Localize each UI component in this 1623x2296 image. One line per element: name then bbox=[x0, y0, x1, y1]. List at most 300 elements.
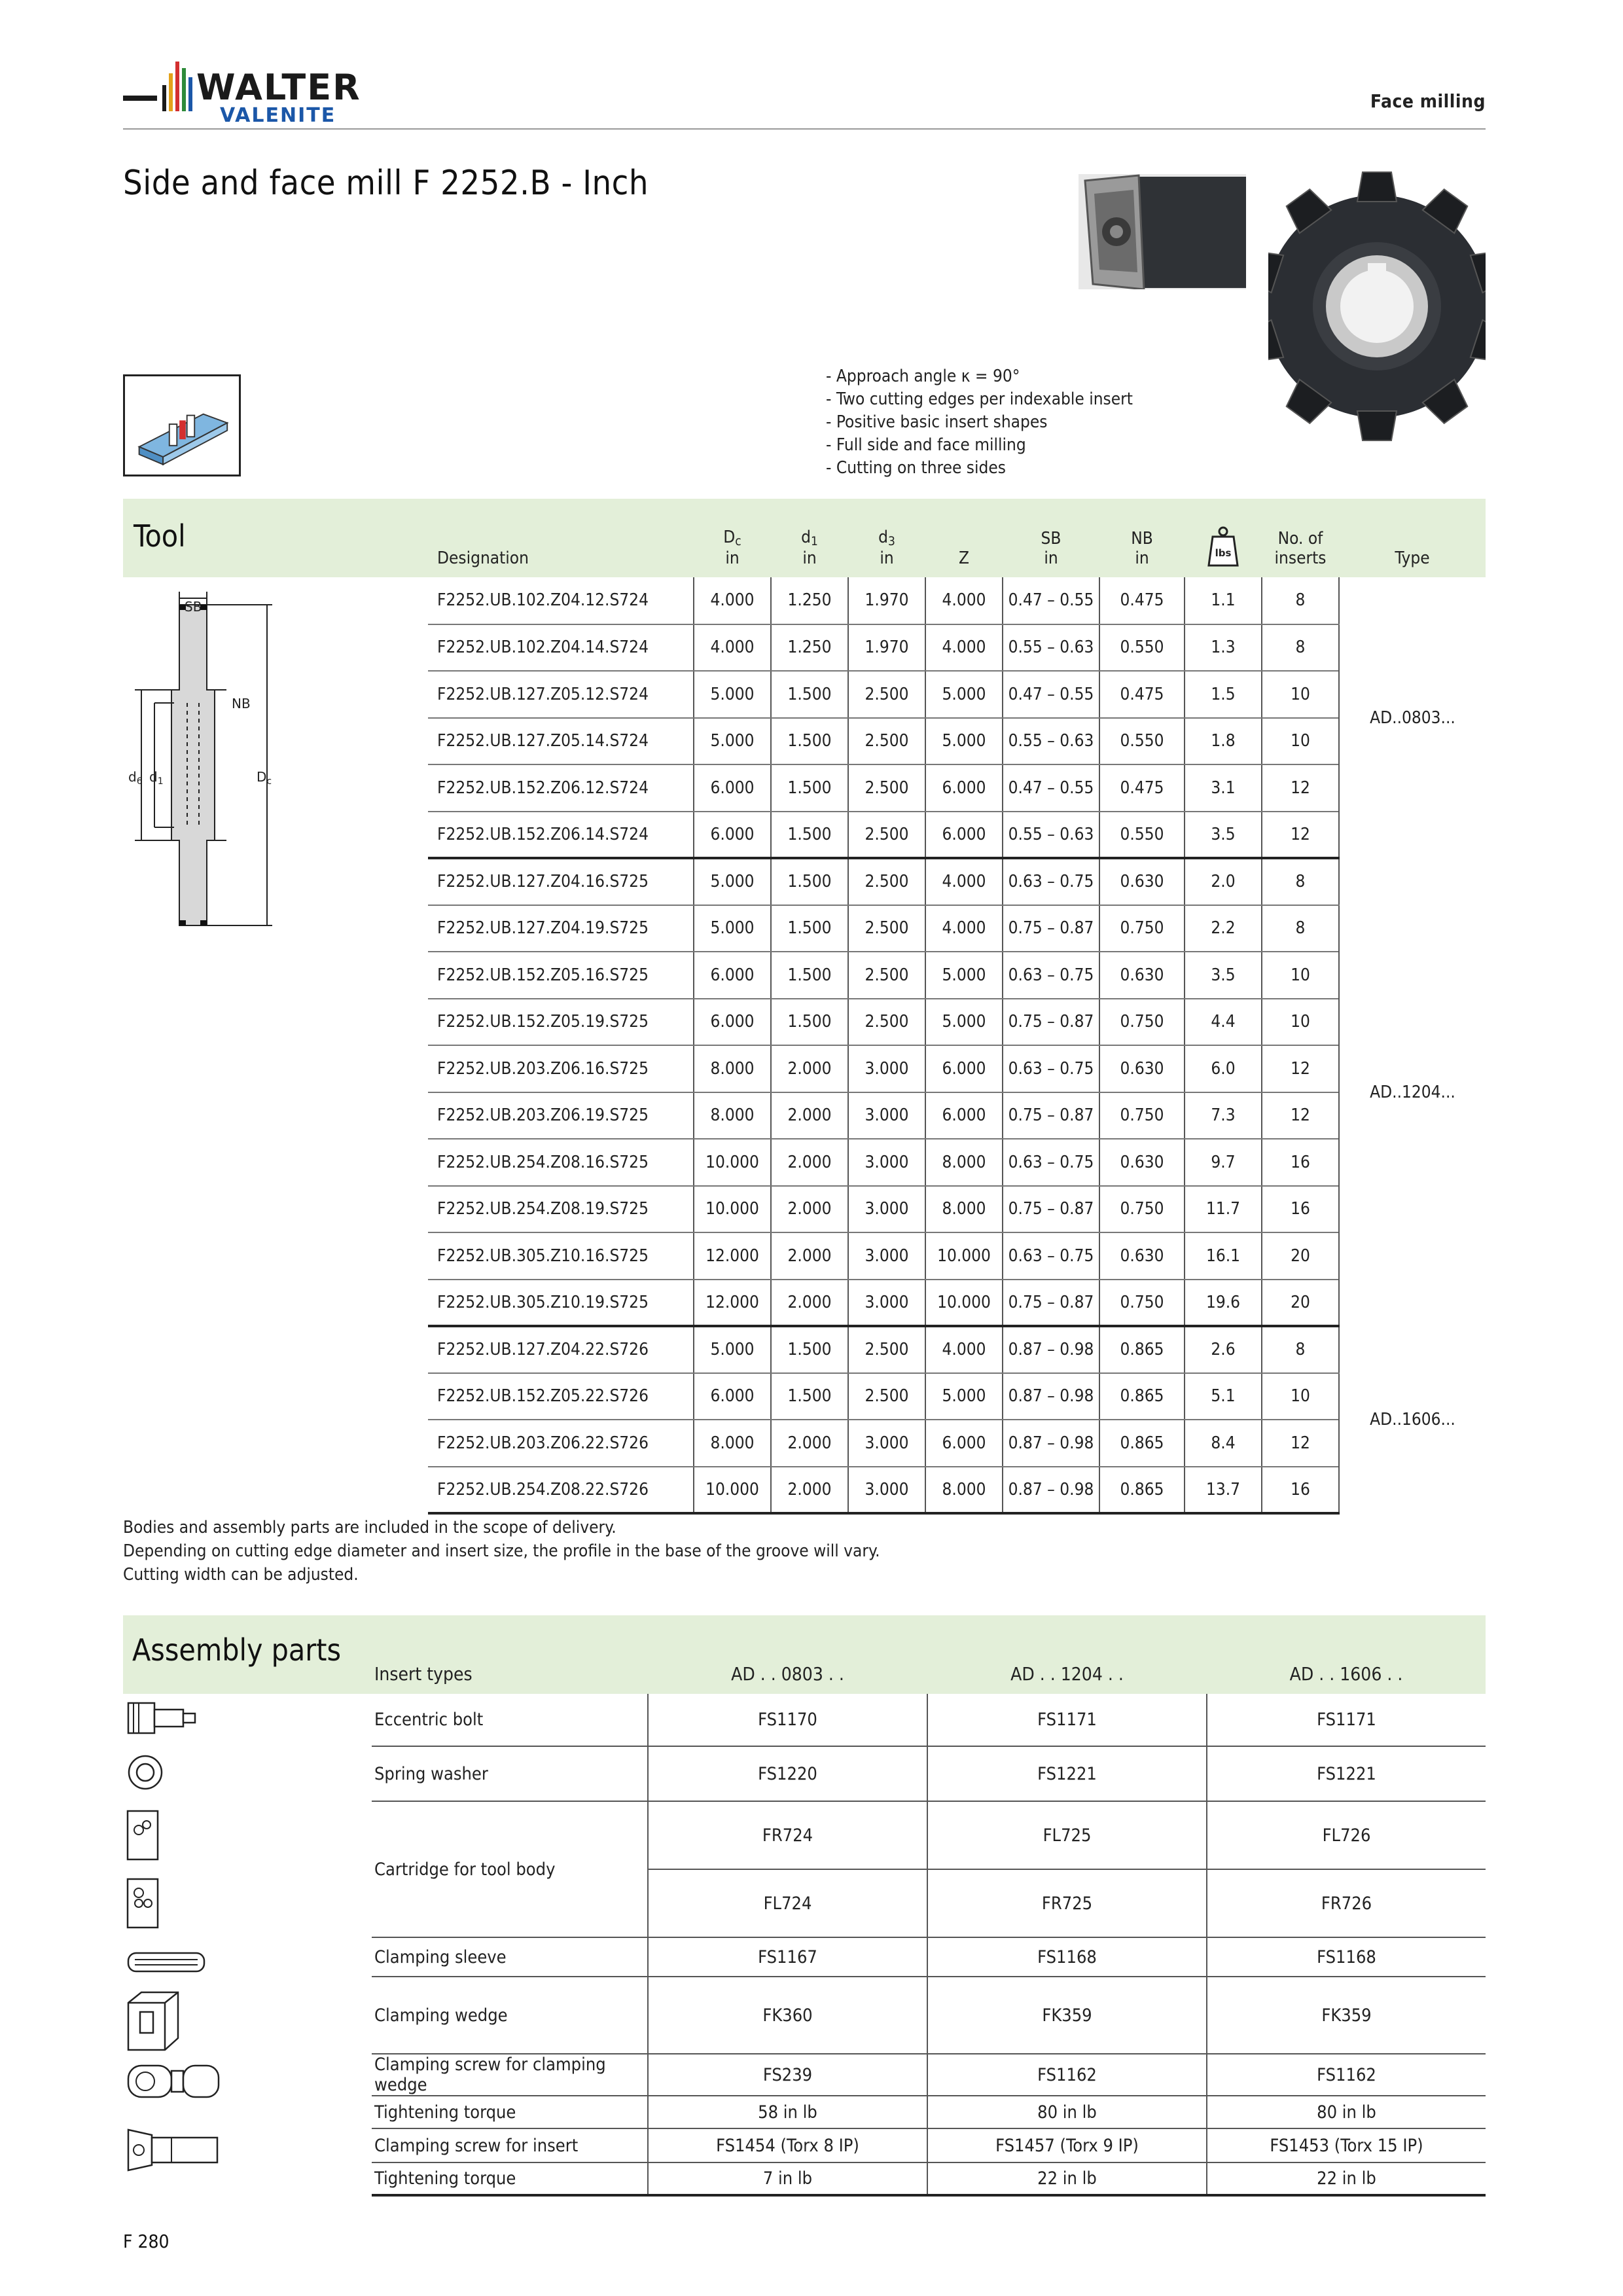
assembly-row bbox=[372, 2128, 1486, 2162]
table-cell: 0.630 bbox=[1099, 1045, 1185, 1092]
table-cell: 5.000 bbox=[925, 1373, 1003, 1420]
col-insert-types: Insert types bbox=[374, 1663, 473, 1685]
part-number-cell: FS1167 bbox=[648, 1937, 927, 1977]
table-cell: 11.7 bbox=[1185, 1186, 1262, 1233]
part-number-cell: FS1170 bbox=[648, 1694, 927, 1746]
table-row bbox=[428, 1280, 1486, 1327]
table-cell: 0.750 bbox=[1099, 1092, 1185, 1139]
table-cell: 3.000 bbox=[848, 1420, 925, 1467]
table-cell: 2.000 bbox=[771, 1045, 848, 1092]
table-cell: 4.000 bbox=[925, 858, 1003, 905]
table-row bbox=[428, 1373, 1486, 1420]
table-cell: 0.475 bbox=[1099, 671, 1185, 718]
drawing-label-d1: d bbox=[149, 769, 158, 785]
table-cell: 1.500 bbox=[771, 999, 848, 1046]
table-cell: 1.5 bbox=[1185, 671, 1262, 718]
table-row bbox=[428, 764, 1486, 812]
table-cell: 16 bbox=[1262, 1186, 1339, 1233]
table-cell: 8.4 bbox=[1185, 1420, 1262, 1467]
table-cell: 3.000 bbox=[848, 1186, 925, 1233]
table-cell: 0.75 – 0.87 bbox=[1003, 999, 1099, 1046]
table-cell: 5.000 bbox=[694, 671, 771, 718]
table-cell: 2.500 bbox=[848, 764, 925, 812]
assembly-row bbox=[372, 1746, 1486, 1801]
table-cell: 13.7 bbox=[1185, 1467, 1262, 1514]
table-cell: 12 bbox=[1262, 1092, 1339, 1139]
drawing-label-sb: SB bbox=[185, 599, 202, 615]
table-cell: 2.500 bbox=[848, 1373, 925, 1420]
table-cell: 4.000 bbox=[925, 577, 1003, 624]
clamping-screw-insert-icon bbox=[126, 2127, 221, 2173]
part-number-cell: FS1168 bbox=[1207, 1937, 1486, 1977]
table-cell: 16 bbox=[1262, 1139, 1339, 1186]
header-rule bbox=[123, 128, 1486, 130]
table-cell: 10 bbox=[1262, 718, 1339, 765]
insert-type-cell: AD..0803... bbox=[1339, 577, 1486, 858]
table-cell: 0.55 – 0.63 bbox=[1003, 718, 1099, 765]
table-cell: 0.630 bbox=[1099, 1139, 1185, 1186]
section-label: Face milling bbox=[1370, 90, 1486, 112]
part-number-cell: FS239 bbox=[648, 2054, 927, 2096]
table-cell: 1.8 bbox=[1185, 718, 1262, 765]
table-cell: 2.500 bbox=[848, 999, 925, 1046]
table-cell: 6.000 bbox=[925, 764, 1003, 812]
table-cell: 0.750 bbox=[1099, 905, 1185, 952]
col-dc: $D_c$ in bbox=[723, 528, 741, 568]
designation-cell: F2252.UB.152.Z05.16.S725 bbox=[428, 952, 694, 999]
assembly-row bbox=[372, 2096, 1486, 2128]
table-cell: 5.000 bbox=[925, 952, 1003, 999]
table-cell: 12.000 bbox=[694, 1232, 771, 1280]
part-number-cell: FL726 bbox=[1207, 1801, 1486, 1869]
table-cell: 2.500 bbox=[848, 858, 925, 905]
table-cell: 10.000 bbox=[925, 1280, 1003, 1327]
table-cell: 0.75 – 0.87 bbox=[1003, 905, 1099, 952]
table-cell: 20 bbox=[1262, 1232, 1339, 1280]
table-cell: 0.550 bbox=[1099, 718, 1185, 765]
col-ad1606: AD . . 1606 . . bbox=[1289, 1663, 1403, 1685]
table-cell: 0.47 – 0.55 bbox=[1003, 671, 1099, 718]
feature-item: - Two cutting edges per indexable insert bbox=[826, 389, 1133, 409]
page-title: Side and face mill F 2252.B - Inch bbox=[123, 164, 649, 203]
designation-cell: F2252.UB.305.Z10.19.S725 bbox=[428, 1280, 694, 1327]
svg-text:d1: $d_1$ bbox=[149, 769, 164, 787]
note-line: Cutting width can be adjusted. bbox=[123, 1565, 359, 1585]
feature-item: - Positive basic insert shapes bbox=[826, 412, 1048, 432]
table-cell: 0.865 bbox=[1099, 1467, 1185, 1514]
table-cell: 0.55 – 0.63 bbox=[1003, 812, 1099, 859]
table-cell: 0.865 bbox=[1099, 1326, 1185, 1373]
drawing-label-nb: NB bbox=[232, 696, 251, 711]
designation-cell: F2252.UB.127.Z04.19.S725 bbox=[428, 905, 694, 952]
table-cell: 6.000 bbox=[694, 952, 771, 999]
table-cell: 1.500 bbox=[771, 858, 848, 905]
table-cell: 0.750 bbox=[1099, 999, 1185, 1046]
table-cell: 6.000 bbox=[694, 999, 771, 1046]
table-row bbox=[428, 999, 1486, 1046]
table-cell: 5.1 bbox=[1185, 1373, 1262, 1420]
designation-cell: F2252.UB.152.Z06.12.S724 bbox=[428, 764, 694, 812]
note-line: Depending on cutting edge diameter and insert size, the profile in the base of the groove will vary. bbox=[123, 1541, 880, 1561]
table-cell: 6.000 bbox=[694, 812, 771, 859]
part-number-cell: FL725 bbox=[927, 1801, 1207, 1869]
part-label: Clamping screw for insert bbox=[372, 2128, 648, 2162]
table-row bbox=[428, 812, 1486, 859]
table-cell: 16 bbox=[1262, 1467, 1339, 1514]
table-cell: 2.500 bbox=[848, 671, 925, 718]
table-cell: 0.87 – 0.98 bbox=[1003, 1326, 1099, 1373]
table-row bbox=[428, 1467, 1486, 1514]
table-cell: 2.000 bbox=[771, 1467, 848, 1514]
designation-cell: F2252.UB.127.Z05.12.S724 bbox=[428, 671, 694, 718]
table-cell: 2.000 bbox=[771, 1420, 848, 1467]
table-cell: 4.000 bbox=[694, 577, 771, 624]
part-number-cell: FS1171 bbox=[927, 1694, 1207, 1746]
designation-cell: F2252.UB.254.Z08.16.S725 bbox=[428, 1139, 694, 1186]
designation-cell: F2252.UB.203.Z06.22.S726 bbox=[428, 1420, 694, 1467]
table-cell: 1.970 bbox=[848, 624, 925, 672]
col-designation: Designation bbox=[437, 548, 529, 568]
col-ad1204: AD . . 1204 . . bbox=[1010, 1663, 1124, 1685]
table-cell: 10 bbox=[1262, 999, 1339, 1046]
table-cell: 1.500 bbox=[771, 718, 848, 765]
table-cell: 8 bbox=[1262, 577, 1339, 624]
eccentric-bolt-icon bbox=[126, 1698, 198, 1738]
cartridge-fl-icon bbox=[126, 1877, 160, 1929]
assembly-row bbox=[372, 2054, 1486, 2096]
part-number-cell: FS1221 bbox=[927, 1746, 1207, 1801]
assembly-row bbox=[372, 1801, 1486, 1869]
designation-cell: F2252.UB.254.Z08.22.S726 bbox=[428, 1467, 694, 1514]
part-number-cell: FS1454 (Torx 8 IP) bbox=[648, 2128, 927, 2162]
table-cell: 8 bbox=[1262, 624, 1339, 672]
tool-dimension-drawing bbox=[128, 592, 280, 939]
table-cell: 3.5 bbox=[1185, 952, 1262, 999]
assembly-row bbox=[372, 1694, 1486, 1746]
table-cell: 0.87 – 0.98 bbox=[1003, 1373, 1099, 1420]
col-d3: $d_3$ in bbox=[878, 528, 895, 568]
table-cell: 1.1 bbox=[1185, 577, 1262, 624]
feature-list bbox=[826, 365, 1133, 480]
part-number-cell: 58 in lb bbox=[648, 2096, 927, 2128]
part-number-cell: FK359 bbox=[1207, 1977, 1486, 2054]
table-cell: 6.0 bbox=[1185, 1045, 1262, 1092]
part-number-cell: FS1171 bbox=[1207, 1694, 1486, 1746]
table-cell: 3.000 bbox=[848, 1045, 925, 1092]
part-label: Clamping wedge bbox=[372, 1977, 648, 2054]
table-cell: 1.970 bbox=[848, 577, 925, 624]
table-cell: 12 bbox=[1262, 1045, 1339, 1092]
table-cell: 8.000 bbox=[694, 1092, 771, 1139]
designation-cell: F2252.UB.203.Z06.16.S725 bbox=[428, 1045, 694, 1092]
table-cell: 16.1 bbox=[1185, 1232, 1262, 1280]
col-inserts: No. of inserts bbox=[1274, 529, 1327, 568]
table-cell: 0.630 bbox=[1099, 1232, 1185, 1280]
feature-item: - Approach angle κ = 90° bbox=[826, 367, 1020, 386]
table-cell: 12.000 bbox=[694, 1280, 771, 1327]
table-row bbox=[428, 952, 1486, 999]
table-row bbox=[428, 905, 1486, 952]
table-row bbox=[428, 671, 1486, 718]
table-row bbox=[428, 1420, 1486, 1467]
col-ad0803: AD . . 0803 . . bbox=[731, 1663, 844, 1685]
table-cell: 3.1 bbox=[1185, 764, 1262, 812]
part-number-cell: FS1220 bbox=[648, 1746, 927, 1801]
table-cell: 12 bbox=[1262, 1420, 1339, 1467]
designation-cell: F2252.UB.102.Z04.12.S724 bbox=[428, 577, 694, 624]
table-cell: 0.750 bbox=[1099, 1186, 1185, 1233]
table-cell: 1.500 bbox=[771, 812, 848, 859]
table-cell: 1.250 bbox=[771, 624, 848, 672]
drawing-label-dc: D bbox=[257, 769, 267, 785]
svg-text:d6: $d_6$ bbox=[128, 769, 143, 787]
part-label: Tightening torque bbox=[372, 2162, 648, 2195]
page-number: F 280 bbox=[123, 2231, 169, 2252]
drawing-label-d6: d bbox=[128, 769, 137, 785]
col-sb: SB in bbox=[1041, 529, 1061, 568]
table-cell: 3.000 bbox=[848, 1232, 925, 1280]
application-icon bbox=[123, 374, 241, 476]
table-row bbox=[428, 1186, 1486, 1233]
part-number-cell: FS1168 bbox=[927, 1937, 1207, 1977]
table-cell: 4.000 bbox=[925, 624, 1003, 672]
table-row bbox=[428, 858, 1486, 905]
table-cell: 10.000 bbox=[694, 1139, 771, 1186]
table-cell: 4.4 bbox=[1185, 999, 1262, 1046]
table-cell: 2.000 bbox=[771, 1092, 848, 1139]
table-cell: 0.550 bbox=[1099, 812, 1185, 859]
table-cell: 6.000 bbox=[925, 1420, 1003, 1467]
table-cell: 8.000 bbox=[694, 1420, 771, 1467]
part-label: Eccentric bolt bbox=[372, 1694, 648, 1746]
designation-cell: F2252.UB.127.Z04.16.S725 bbox=[428, 858, 694, 905]
table-cell: 0.550 bbox=[1099, 624, 1185, 672]
clamping-wedge-icon bbox=[126, 1990, 181, 2053]
designation-cell: F2252.UB.152.Z06.14.S724 bbox=[428, 812, 694, 859]
tool-table-header bbox=[428, 499, 1486, 577]
designation-cell: F2252.UB.127.Z04.22.S726 bbox=[428, 1326, 694, 1373]
table-cell: 3.000 bbox=[848, 1280, 925, 1327]
table-row bbox=[428, 577, 1486, 624]
col-weight bbox=[1185, 499, 1262, 577]
table-cell: 12 bbox=[1262, 764, 1339, 812]
table-cell: 1.500 bbox=[771, 905, 848, 952]
part-number-cell: FS1221 bbox=[1207, 1746, 1486, 1801]
table-cell: 1.500 bbox=[771, 764, 848, 812]
logo-text: WALTER bbox=[196, 67, 361, 108]
assembly-table bbox=[372, 1615, 1486, 2197]
table-row bbox=[428, 624, 1486, 672]
table-cell: 8 bbox=[1262, 858, 1339, 905]
table-row bbox=[428, 1092, 1486, 1139]
col-nb: NB in bbox=[1131, 529, 1153, 568]
designation-cell: F2252.UB.127.Z05.14.S724 bbox=[428, 718, 694, 765]
part-number-cell: FK359 bbox=[927, 1977, 1207, 2054]
part-number-cell: FS1162 bbox=[1207, 2054, 1486, 2096]
svg-text:lbs: lbs bbox=[1215, 547, 1232, 559]
designation-cell: F2252.UB.254.Z08.19.S725 bbox=[428, 1186, 694, 1233]
table-cell: 2.500 bbox=[848, 1326, 925, 1373]
table-cell: 2.500 bbox=[848, 718, 925, 765]
col-d1: $d_1$ in bbox=[801, 528, 818, 568]
table-cell: 0.87 – 0.98 bbox=[1003, 1467, 1099, 1514]
tool-notes bbox=[123, 1516, 880, 1587]
table-cell: 10.000 bbox=[694, 1467, 771, 1514]
table-cell: 4.000 bbox=[694, 624, 771, 672]
feature-item: - Full side and face milling bbox=[826, 435, 1026, 455]
table-cell: 0.47 – 0.55 bbox=[1003, 764, 1099, 812]
table-cell: 0.75 – 0.87 bbox=[1003, 1092, 1099, 1139]
clamping-sleeve-icon bbox=[126, 1949, 207, 1975]
table-cell: 6.000 bbox=[694, 1373, 771, 1420]
table-cell: 5.000 bbox=[694, 858, 771, 905]
table-cell: 0.75 – 0.87 bbox=[1003, 1280, 1099, 1327]
table-cell: 0.865 bbox=[1099, 1373, 1185, 1420]
table-cell: 2.500 bbox=[848, 812, 925, 859]
insert-type-cell: AD..1204... bbox=[1339, 858, 1486, 1326]
table-cell: 0.63 – 0.75 bbox=[1003, 1045, 1099, 1092]
walter-valenite-logo bbox=[123, 59, 404, 132]
table-cell: 1.500 bbox=[771, 952, 848, 999]
table-row bbox=[428, 1232, 1486, 1280]
svg-text:Dc: $D_c$ bbox=[257, 769, 272, 787]
insert-type-cell: AD..1606... bbox=[1339, 1326, 1486, 1513]
designation-cell: F2252.UB.305.Z10.16.S725 bbox=[428, 1232, 694, 1280]
part-number-cell: 22 in lb bbox=[1207, 2162, 1486, 2195]
spring-washer-icon bbox=[126, 1754, 165, 1791]
cartridge-fr-icon bbox=[126, 1809, 160, 1861]
table-cell: 0.55 – 0.63 bbox=[1003, 624, 1099, 672]
table-cell: 20 bbox=[1262, 1280, 1339, 1327]
table-cell: 5.000 bbox=[694, 718, 771, 765]
table-cell: 5.000 bbox=[925, 999, 1003, 1046]
table-cell: 3.5 bbox=[1185, 812, 1262, 859]
table-cell: 2.000 bbox=[771, 1280, 848, 1327]
part-number-cell: FR726 bbox=[1207, 1869, 1486, 1937]
table-row bbox=[428, 718, 1486, 765]
clamping-screw-wedge-icon bbox=[126, 2062, 223, 2101]
assembly-row bbox=[372, 1937, 1486, 1977]
part-number-cell: FS1162 bbox=[927, 2054, 1207, 2096]
table-cell: 0.475 bbox=[1099, 577, 1185, 624]
table-cell: 10 bbox=[1262, 671, 1339, 718]
table-cell: 8.000 bbox=[925, 1186, 1003, 1233]
table-cell: 10 bbox=[1262, 952, 1339, 999]
table-cell: 0.75 – 0.87 bbox=[1003, 1186, 1099, 1233]
table-cell: 2.6 bbox=[1185, 1326, 1262, 1373]
note-line: Bodies and assembly parts are included in the scope of delivery. bbox=[123, 1518, 616, 1537]
part-number-cell: FR724 bbox=[648, 1801, 927, 1869]
designation-cell: F2252.UB.152.Z05.22.S726 bbox=[428, 1373, 694, 1420]
table-cell: 9.7 bbox=[1185, 1139, 1262, 1186]
table-cell: 6.000 bbox=[694, 764, 771, 812]
table-cell: 8.000 bbox=[925, 1467, 1003, 1514]
table-cell: 2.000 bbox=[771, 1186, 848, 1233]
table-cell: 12 bbox=[1262, 812, 1339, 859]
table-cell: 4.000 bbox=[925, 905, 1003, 952]
tool-table bbox=[428, 499, 1486, 1515]
table-cell: 0.63 – 0.75 bbox=[1003, 858, 1099, 905]
assembly-table-header bbox=[372, 1615, 1486, 1694]
table-cell: 7.3 bbox=[1185, 1092, 1262, 1139]
assembly-row bbox=[372, 2162, 1486, 2195]
table-cell: 8.000 bbox=[925, 1139, 1003, 1186]
table-cell: 19.6 bbox=[1185, 1280, 1262, 1327]
part-number-cell: FK360 bbox=[648, 1977, 927, 2054]
table-cell: 0.630 bbox=[1099, 858, 1185, 905]
designation-cell: F2252.UB.152.Z05.19.S725 bbox=[428, 999, 694, 1046]
part-number-cell: 22 in lb bbox=[927, 2162, 1207, 2195]
table-cell: 5.000 bbox=[694, 905, 771, 952]
table-cell: 2.000 bbox=[771, 1139, 848, 1186]
logo-subtext: VALENITE bbox=[220, 104, 336, 127]
table-cell: 10.000 bbox=[925, 1232, 1003, 1280]
part-number-cell: 80 in lb bbox=[927, 2096, 1207, 2128]
table-cell: 2.500 bbox=[848, 905, 925, 952]
part-number-cell: 80 in lb bbox=[1207, 2096, 1486, 2128]
assembly-row bbox=[372, 1977, 1486, 2054]
designation-cell: F2252.UB.203.Z06.19.S725 bbox=[428, 1092, 694, 1139]
table-cell: 1.500 bbox=[771, 1326, 848, 1373]
insert-cartridge-photo bbox=[1079, 174, 1246, 289]
table-cell: 0.47 – 0.55 bbox=[1003, 577, 1099, 624]
table-cell: 0.87 – 0.98 bbox=[1003, 1420, 1099, 1467]
part-number-cell: 7 in lb bbox=[648, 2162, 927, 2195]
part-label: Cartridge for tool body bbox=[372, 1801, 648, 1937]
part-number-cell: FS1457 (Torx 9 IP) bbox=[927, 2128, 1207, 2162]
table-cell: 0.63 – 0.75 bbox=[1003, 1139, 1099, 1186]
col-z: Z bbox=[958, 548, 970, 568]
table-row bbox=[428, 1139, 1486, 1186]
table-cell: 1.3 bbox=[1185, 624, 1262, 672]
table-cell: 6.000 bbox=[925, 1045, 1003, 1092]
weight-icon bbox=[1207, 526, 1239, 568]
table-cell: 3.000 bbox=[848, 1092, 925, 1139]
table-cell: 5.000 bbox=[925, 718, 1003, 765]
designation-cell: F2252.UB.102.Z04.14.S724 bbox=[428, 624, 694, 672]
table-cell: 0.865 bbox=[1099, 1420, 1185, 1467]
table-cell: 1.250 bbox=[771, 577, 848, 624]
table-row bbox=[428, 1326, 1486, 1373]
table-cell: 1.500 bbox=[771, 671, 848, 718]
table-cell: 10 bbox=[1262, 1373, 1339, 1420]
col-type: Type bbox=[1395, 548, 1430, 568]
table-cell: 10.000 bbox=[694, 1186, 771, 1233]
table-cell: 3.000 bbox=[848, 1139, 925, 1186]
assembly-section-heading: Assembly parts bbox=[132, 1632, 342, 1668]
part-label: Spring washer bbox=[372, 1746, 648, 1801]
table-cell: 0.63 – 0.75 bbox=[1003, 952, 1099, 999]
table-cell: 4.000 bbox=[925, 1326, 1003, 1373]
table-cell: 0.63 – 0.75 bbox=[1003, 1232, 1099, 1280]
tool-section-heading: Tool bbox=[134, 518, 186, 554]
table-cell: 5.000 bbox=[694, 1326, 771, 1373]
table-cell: 6.000 bbox=[925, 812, 1003, 859]
table-cell: 2.000 bbox=[771, 1232, 848, 1280]
table-cell: 1.500 bbox=[771, 1373, 848, 1420]
table-cell: 3.000 bbox=[848, 1467, 925, 1514]
part-label: Clamping sleeve bbox=[372, 1937, 648, 1977]
feature-item: - Cutting on three sides bbox=[826, 458, 1006, 478]
table-cell: 2.0 bbox=[1185, 858, 1262, 905]
table-cell: 8 bbox=[1262, 905, 1339, 952]
table-cell: 6.000 bbox=[925, 1092, 1003, 1139]
part-label: Tightening torque bbox=[372, 2096, 648, 2128]
table-row bbox=[428, 1045, 1486, 1092]
table-cell: 8 bbox=[1262, 1326, 1339, 1373]
part-number-cell: FL724 bbox=[648, 1869, 927, 1937]
table-cell: 8.000 bbox=[694, 1045, 771, 1092]
